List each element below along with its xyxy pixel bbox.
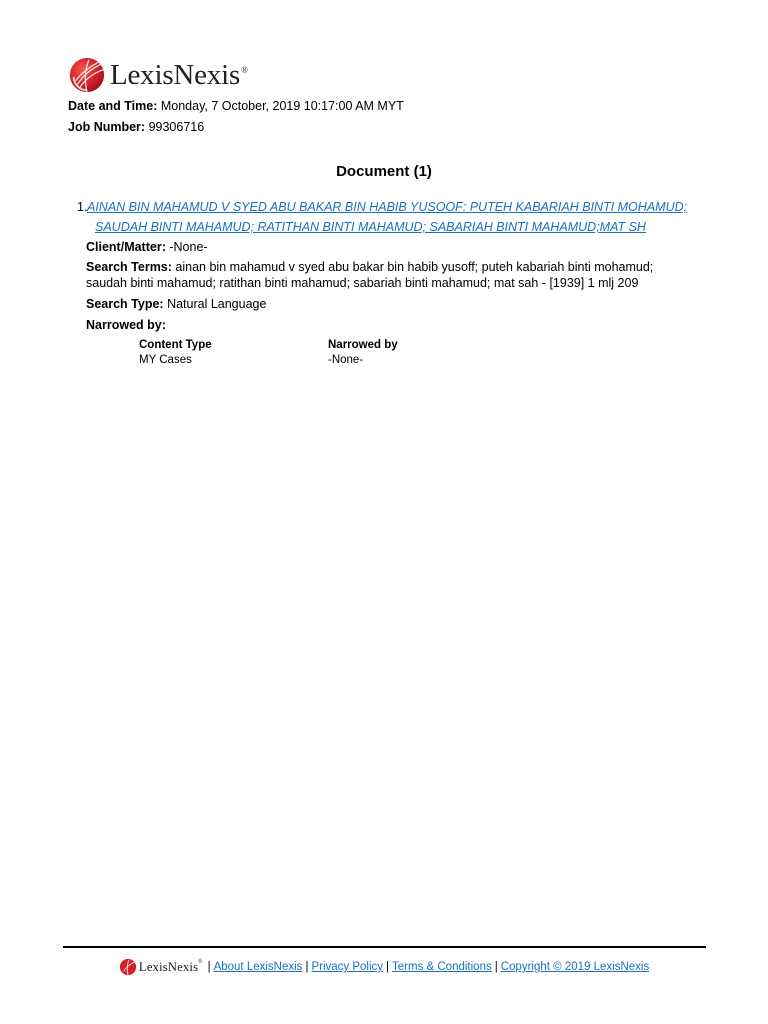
document-title-link[interactable] [87, 197, 707, 237]
content-type-header: Content Type [139, 339, 212, 351]
about-link[interactable]: About LexisNexis [213, 961, 303, 973]
document-list-item [77, 197, 707, 237]
footer-separator: | [207, 961, 211, 973]
search-terms-value: ainan bin mahamud v syed abu bakar bin habib yusoff; puteh kabariah binti mohamud; saudah binti mahamud; ratithan binti mahamud; sabariah binti mahamud; mat sah - [1939] 1 mlj 209 [86, 260, 654, 290]
document-title-line2: SAUDAH BINTI MAHAMUD; RATITHAN BINTI MAHAMUD; SABARIAH BINTI MAHAMUD;MAT SH [95, 220, 646, 234]
client-matter-label: Client/Matter: [86, 240, 166, 254]
content-type-column [139, 338, 212, 368]
lexisnexis-logo [68, 54, 248, 96]
footer-logo [119, 958, 203, 976]
search-terms-label: Search Terms: [86, 260, 172, 274]
search-type-label: Search Type: [86, 297, 164, 311]
search-type-row [86, 296, 686, 312]
lexisnexis-globe-icon [68, 56, 106, 94]
client-matter-row [86, 239, 686, 255]
logo-wordmark: LexisNexis® [110, 58, 248, 91]
narrowed-by-header: Narrowed by [328, 339, 398, 351]
footer-divider [63, 946, 706, 948]
copyright-link[interactable]: Copyright © 2019 LexisNexis [500, 961, 650, 973]
date-time-line [68, 99, 404, 113]
document-heading: Document (1) [336, 163, 432, 180]
search-type-value: Natural Language [167, 297, 267, 311]
content-type-cell: MY Cases [139, 354, 192, 366]
footer-globe-icon [119, 958, 137, 976]
footer [0, 958, 768, 976]
footer-wordmark: LexisNexis® [138, 959, 203, 974]
date-time-label: Date and Time: [68, 99, 158, 113]
privacy-policy-link[interactable]: Privacy Policy [311, 961, 384, 973]
footer-separator: | [305, 961, 309, 973]
document-title-line1: AINAN BIN MAHAMUD V SYED ABU BAKAR BIN HABIB YUSOOF: PUTEH KABARIAH BINTI MOHAMUD; [87, 200, 688, 214]
client-matter-value: -None- [169, 240, 208, 254]
search-terms-row [86, 259, 686, 291]
document-number: 1. [77, 200, 88, 214]
job-number-label: Job Number: [68, 120, 146, 134]
footer-separator: | [386, 961, 390, 973]
narrowed-by-cell: -None- [328, 354, 364, 366]
date-time-value: Monday, 7 October, 2019 10:17:00 AM MYT [160, 99, 404, 113]
terms-conditions-link[interactable]: Terms & Conditions [392, 961, 492, 973]
narrowed-by-column [328, 338, 398, 368]
footer-separator: | [494, 961, 498, 973]
narrowed-by-label: Narrowed by: [86, 318, 166, 332]
narrowed-by-row [86, 317, 686, 333]
job-number-line [68, 120, 204, 134]
job-number-value: 99306716 [148, 120, 205, 134]
